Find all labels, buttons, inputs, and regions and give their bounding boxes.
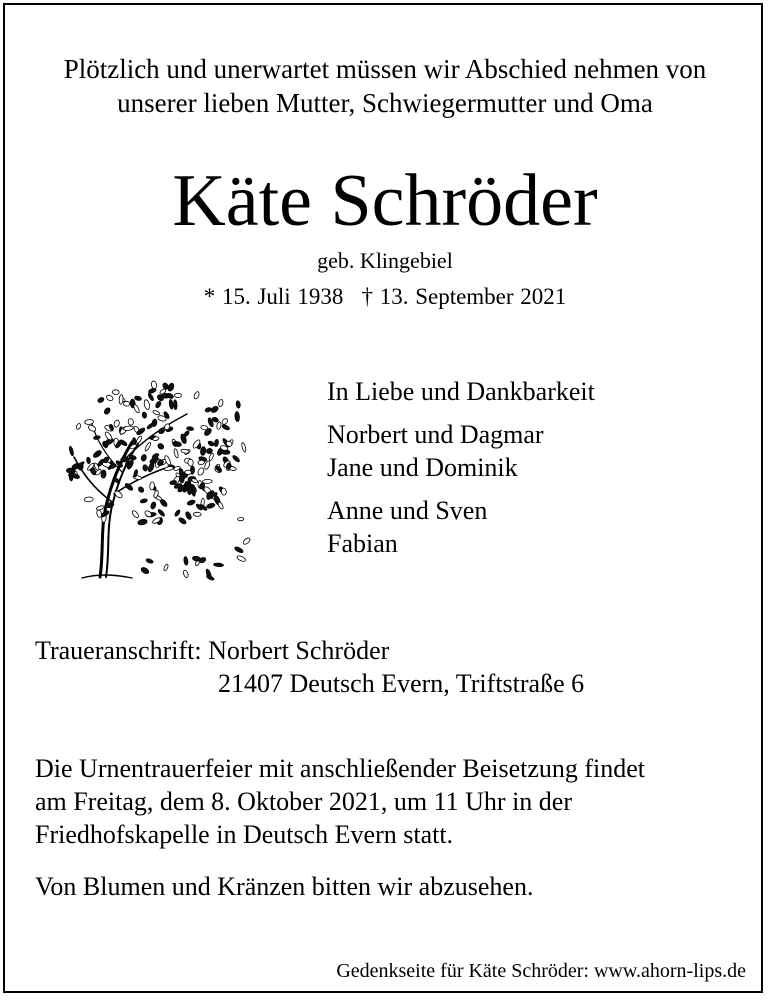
leaf xyxy=(113,419,120,427)
leaf xyxy=(76,423,82,430)
leaf xyxy=(173,400,177,410)
leaf xyxy=(221,424,230,431)
leaf xyxy=(152,410,160,416)
leaf xyxy=(185,470,192,474)
leaf xyxy=(69,446,75,456)
mourning-address xyxy=(35,634,584,700)
intro-text xyxy=(0,52,770,120)
leaf xyxy=(141,454,148,462)
leaf xyxy=(242,537,251,546)
leaf xyxy=(144,442,152,452)
deceased-name: Käte Schröder xyxy=(172,160,598,242)
leaf xyxy=(135,435,142,444)
leaf xyxy=(185,511,193,520)
leaf xyxy=(180,474,185,483)
leaf xyxy=(191,478,198,484)
leaf xyxy=(142,412,147,419)
leaf xyxy=(92,449,102,458)
leaf xyxy=(213,563,223,567)
leaf xyxy=(128,418,134,425)
life-dates xyxy=(0,282,770,312)
leaf xyxy=(119,394,123,404)
mourner-group xyxy=(327,418,595,484)
leaf xyxy=(217,501,224,509)
leaf xyxy=(198,460,205,465)
leaf xyxy=(193,391,200,400)
leaf xyxy=(183,570,190,579)
leaf xyxy=(151,381,157,390)
ceremony-line: Friedhofskapelle in Deutsch Evern statt. xyxy=(35,820,454,849)
leaf xyxy=(207,440,214,447)
leaf xyxy=(96,505,105,511)
leaf xyxy=(140,498,148,503)
leaf xyxy=(150,501,157,509)
leaf xyxy=(137,486,144,494)
leaf xyxy=(121,457,129,463)
leaf xyxy=(97,396,105,403)
leaf xyxy=(87,424,96,432)
mourners-block xyxy=(327,375,595,560)
leaf xyxy=(112,390,119,395)
address-street: 21407 Deutsch Evern, Triftstraße 6 xyxy=(218,669,585,698)
intro-line: unserer lieben Mutter, Schwiegermutter und Oma xyxy=(117,88,653,118)
leaf xyxy=(157,509,165,517)
leaf xyxy=(147,393,154,402)
leaf xyxy=(227,463,231,470)
leaf xyxy=(206,503,215,510)
memorial-page-link[interactable]: Gedenkseite für Käte Schröder: www.ahorn-lips.de xyxy=(336,960,746,982)
leaf xyxy=(234,546,244,554)
leaf xyxy=(143,399,150,410)
mourners-heading: In Liebe und Dankbarkeit xyxy=(327,377,595,406)
birth-name: geb. Klingebiel xyxy=(317,248,453,273)
leaf xyxy=(103,407,111,415)
leaf xyxy=(123,401,129,406)
leaf xyxy=(241,442,247,452)
leaf xyxy=(208,453,214,461)
ceremony-line: Die Urnentrauerfeier mit anschließender Beisetzung findet xyxy=(35,754,646,783)
leaf xyxy=(214,439,219,447)
birth-date: * 15. Juli 1938 xyxy=(203,284,344,309)
leaf xyxy=(137,519,147,526)
leaf xyxy=(218,399,224,407)
leaf xyxy=(235,411,240,421)
leaf xyxy=(174,393,181,397)
leaf xyxy=(193,512,201,516)
leaf xyxy=(174,509,181,517)
flowers-note: Von Blumen und Kränzen bitten wir abzusehen. xyxy=(35,872,534,901)
ceremony-line: am Freitag, dem 8. Oktober 2021, um 11 Uhr in der xyxy=(35,787,572,816)
leaf xyxy=(187,499,196,506)
leaf xyxy=(104,431,113,441)
leaf xyxy=(147,462,155,472)
leaf xyxy=(237,517,244,521)
mourner-group xyxy=(327,494,595,560)
ceremony-text xyxy=(35,752,745,851)
leaf xyxy=(96,510,102,518)
leaf xyxy=(236,400,241,408)
leaf xyxy=(134,396,142,402)
leaf xyxy=(173,448,179,458)
address-label: Traueranschrift: xyxy=(35,636,202,665)
leaf xyxy=(236,555,246,563)
leaf xyxy=(84,497,93,502)
leaf xyxy=(105,394,113,402)
leaf xyxy=(140,566,150,575)
leaf xyxy=(86,457,91,464)
leaf xyxy=(68,473,77,477)
leaf xyxy=(131,510,139,519)
leaf xyxy=(164,466,174,471)
leaf xyxy=(232,455,241,463)
leaf xyxy=(157,442,165,450)
address-name: Norbert Schröder xyxy=(208,636,390,665)
leaf xyxy=(133,404,141,414)
leaf xyxy=(101,470,107,479)
leaf xyxy=(205,407,212,413)
leaf xyxy=(142,465,147,472)
tree-leaves xyxy=(66,381,251,581)
leaf xyxy=(202,479,212,483)
leaf xyxy=(178,517,187,525)
death-date: † 13. September 2021 xyxy=(361,284,567,309)
leaf xyxy=(183,556,188,565)
leaf xyxy=(221,488,227,495)
mourner-line: Jane und Dominik xyxy=(327,453,518,482)
leaf xyxy=(221,418,229,426)
leaf xyxy=(216,422,222,430)
intro-line: Plötzlich und unerwartet müssen wir Abschied nehmen von xyxy=(63,54,707,84)
mourner-line: Anne und Sven xyxy=(327,496,488,525)
leaf xyxy=(169,399,174,409)
leaf xyxy=(186,426,193,431)
windswept-tree-icon xyxy=(52,362,252,587)
leaf xyxy=(84,419,93,425)
mourner-line: Norbert und Dagmar xyxy=(327,420,544,449)
leaf xyxy=(163,564,169,572)
mourner-line: Fabian xyxy=(327,529,398,558)
leaf xyxy=(93,435,100,440)
leaf xyxy=(187,459,193,467)
leaf xyxy=(150,482,155,490)
leaf xyxy=(155,401,162,409)
leaf xyxy=(145,558,153,564)
leaf xyxy=(197,467,205,476)
